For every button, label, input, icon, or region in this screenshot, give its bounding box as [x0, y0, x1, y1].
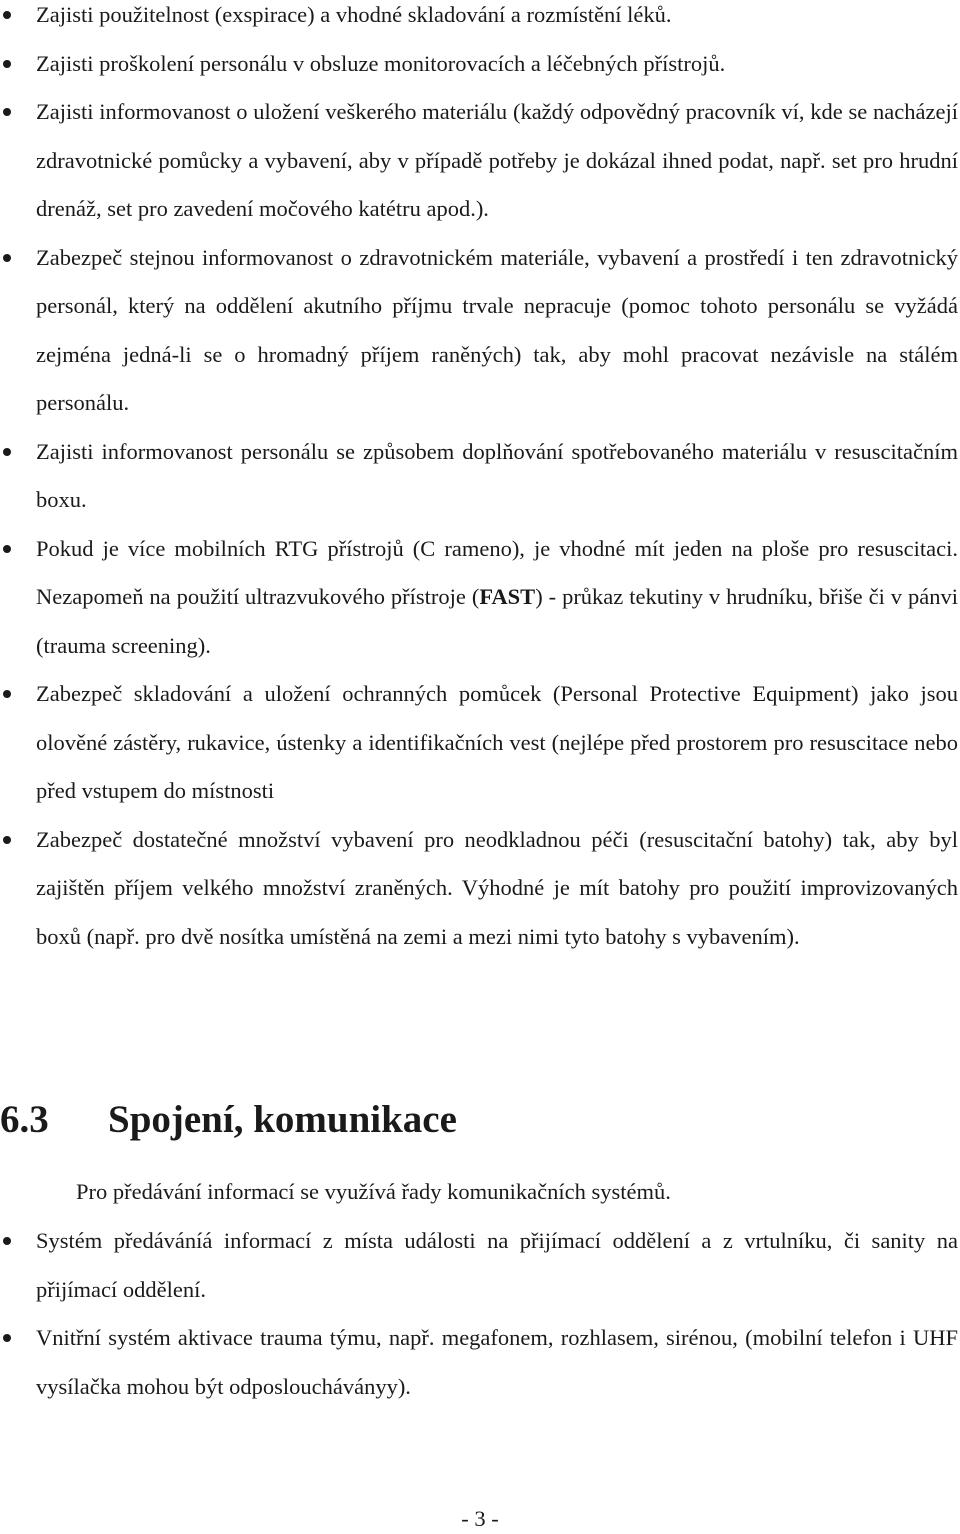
- list-item: [0, 234, 960, 428]
- bullet-icon: [3, 254, 11, 262]
- section-title: Spojení, komunikace: [108, 1098, 457, 1141]
- page-number: - 3 -: [461, 1506, 499, 1531]
- list-item: [0, 1314, 960, 1411]
- fast-abbreviation: FAST: [479, 584, 536, 609]
- list-item-text: Zajisti informovanost personálu se způsobem doplňování spotřebovaného materiálu v resuscitačním boxu.: [36, 438, 958, 512]
- bullet-icon: [3, 1237, 11, 1245]
- bullet-icon: [3, 11, 11, 19]
- list-item-text: Zajisti proškolení personálu v obsluze monitorovacích a léčebných přístrojů.: [36, 50, 726, 76]
- list-item: [0, 0, 960, 40]
- list-item-text: Zajisti informovanost o uložení veškerého materiálu (každý odpovědný pracovník ví, kde se nacházejí zdravotnické pomůcky a vybavení, aby v případě potřeby je dokázal ihned podat, např. set pro hrudní drenáž, set pro zavedení močového katétru apod.).: [36, 99, 958, 221]
- bullet-icon: [3, 545, 11, 553]
- section-intro: Pro předávání informací se využívá řady komunikačních systémů.: [76, 1179, 671, 1204]
- bullet-icon: [3, 448, 11, 456]
- list-item-text-before: Pokud je více mobilních RTG přístrojů (C rameno), je vhodné mít jeden na ploše pro resuscitaci. Nezapomeň na použití ultrazvukového přístroje (: [36, 535, 958, 609]
- list-item-text: Zabezpeč skladování a uložení ochranných pomůcek (Personal Protective Equipment) jako jsou olověné zástěry, rukavice, ústenky a identifikačních vest (nejlépe před prostorem pro resuscitace nebo před vstupem do místnosti: [36, 681, 958, 803]
- list-item-text: Vnitřní systém aktivace trauma týmu, např. megafonem, rozhlasem, sirénou, (mobilní telefon i UHF vysílačka mohou být odposloucháványy).: [36, 1325, 958, 1399]
- list-item-text-after: ) - průkaz tekutiny v hrudníku, břiše či v pánvi (trauma screening).: [36, 584, 958, 658]
- bullet-icon: [3, 60, 11, 68]
- list-item: [0, 525, 960, 671]
- bullet-icon: [3, 108, 11, 116]
- list-item: [0, 428, 960, 525]
- list-item-text: Systém předáváníá informací z místa události na přijímací oddělení a z vrtulníku, či sanity na přijímací oddělení.: [36, 1228, 958, 1302]
- list-item: [0, 1217, 960, 1314]
- section-number: 6.3: [0, 1098, 49, 1141]
- list-item-text: Zabezpeč dostatečné množství vybavení pro neodkladnou péči (resuscitační batohy) tak, aby byl zajištěn příjem velkého množství zraněných. Výhodné je mít batohy pro použití improvizovaných boxů (např. pro dvě nosítka umístěná na zemi a mezi nimi tyto batohy s vybavením).: [36, 826, 958, 949]
- checklist-bottom: [0, 1217, 960, 1411]
- list-item: [0, 816, 960, 962]
- list-item: [0, 40, 960, 89]
- bullet-icon: [3, 690, 11, 698]
- list-item-text: Zabezpeč stejnou informovanost o zdravotnickém materiále, vybavení a prostředí i ten zdravotnický personál, který na oddělení akutního příjmu trvale nepracuje (pomoc tohoto personálu se vyžádá zejména jedná-li se o hromadný příjem raněných) tak, aby mohl pracovat nezávisle na stálém personálu.: [36, 244, 958, 415]
- list-item: [0, 88, 960, 234]
- bullet-icon: [3, 836, 11, 844]
- list-item: [0, 670, 960, 816]
- bullet-icon: [3, 1334, 11, 1342]
- section-heading: [0, 1090, 457, 1150]
- list-item-text: Zajisti použitelnost (exspirace) a vhodné skladování a rozmístění léků.: [36, 2, 672, 27]
